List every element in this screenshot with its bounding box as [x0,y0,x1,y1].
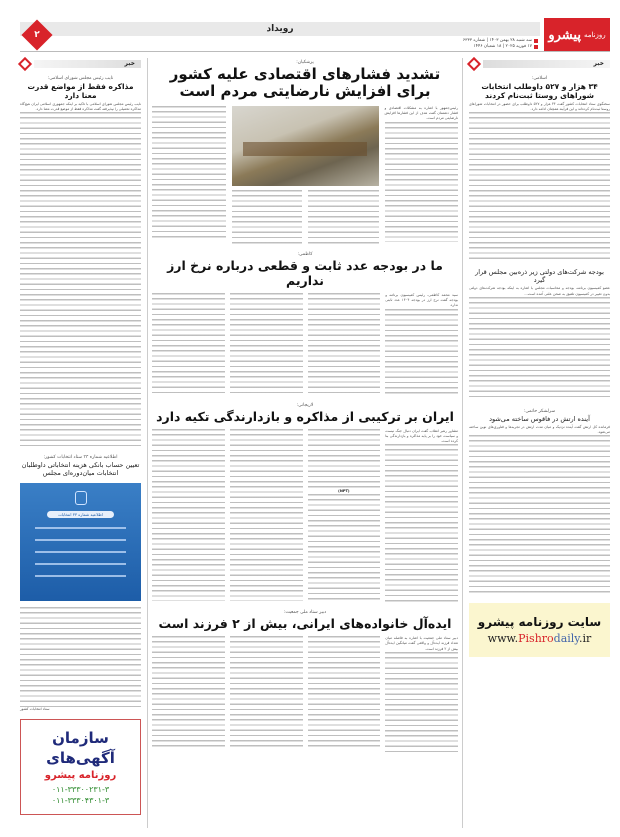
article-lead: رئیس‌جمهور با اشاره به مشکلات اقتصادی و فشار دشمنان گفت هدف از این فشارها افزایش نارضایتی مردم است. [384,106,458,121]
infographic-line [35,539,127,541]
article-body-text [385,309,458,397]
news-brief-budget[interactable] [469,268,610,400]
website-ad[interactable] [469,603,610,657]
article-headline[interactable]: ایده‌آل خانواده‌های ایرانی، بیش از ۲ فرزند است [158,616,452,632]
dateline [463,38,538,50]
article-headline[interactable]: تشدید فشارهای اقتصادی علیه کشور برای افزایش نارضایتی مردم است [169,65,441,100]
article-population[interactable] [152,610,458,752]
brief-body-text [469,435,610,595]
article-kazemi[interactable] [152,252,458,397]
brief-lead: نایب رئیس مجلس شورای اسلامی با تاکید بر اینکه جمهوری اسلامی ایران هیچ‌گاه مذاکره تحمیلی را نپذیرفته گفت مذاکره فقط از موضع قدرت معنا دارد. [20,102,141,112]
article-headline[interactable]: ایران بر ترکیبی از مذاکره و بازدارندگی تکیه دارد [156,408,454,424]
main-articles [152,58,458,828]
election-infographic [20,483,141,601]
news-tag-label: خبر [483,60,610,68]
masthead [20,18,610,52]
brief-kicker: اطلاعیه شماره ۳۳ ستاد انتخابات کشور: [43,455,118,461]
article-body-text [308,494,381,600]
article-body-text [308,293,381,393]
article-kicker: لاریجانی: [296,402,314,408]
page-number: ۲ [34,30,40,40]
section-title: رویداد [266,24,294,34]
brief-headline[interactable]: ۳۴ هزار و ۵۲۷ داوطلب انتخابات شوراهای روستا ثبت‌نام کردند [481,82,598,100]
article-kicker: دبیر ستاد ملی جمعیت: [283,610,327,616]
ad-phone[interactable]: ۰۱۱-۳۳۳۰۴۳۰۱-۳ [51,795,110,805]
brief-kicker: سرلشکر حاتمی: [523,408,556,414]
article-body-text [308,636,381,748]
article-headline[interactable]: ما در بودجه عدد ثابت و قطعی درباره نرخ ارز نداریم [167,258,443,288]
infographic-label: اطلاعیه شماره ۳۳ انتخابات [47,511,115,518]
diamond-icon [18,57,32,71]
news-brief-election-notice[interactable] [20,455,141,712]
brief-headline[interactable]: مذاکره فقط از مواضع قدرت معنا دارد [27,82,134,100]
ad-phone[interactable]: ۰۱۱-۳۳۳۰۰۲۳۱-۳ [51,784,110,794]
article-lead: دبیر ستاد ملی جمعیت با اشاره به فاصله میان تعداد فرزند ایده‌آل و واقعی گفت میانگین ایده‌آل بیش از ۲ فرزند است. [385,636,458,651]
masthead-divider [20,51,610,52]
advertising-ad[interactable] [20,719,141,815]
npt-highlight: (NPT) [338,488,350,493]
article-body-text [230,636,303,748]
url-suffix: .ir [579,632,592,646]
brief-lead: عضو کمیسیون برنامه، بودجه و محاسبات مجلس با اشاره به اینکه بودجه شرکت‌های دولتی بدون تغییر در کمیسیون تلفیق به صحن علنی آمده است... [469,286,610,296]
news-tag-header [20,58,141,70]
article-body-text [308,429,381,489]
brief-kicker: نایب رئیس مجلس شورای اسلامی: [47,76,114,81]
brief-body-text [20,607,141,707]
brief-headline[interactable]: بودجه شرکت‌های دولتی زیر ذره‌بین مجلس قرار گیرد [475,268,604,285]
article-body-text [152,106,226,241]
diamond-icon [467,57,481,71]
brief-kicker: اسلامی: [531,76,548,81]
date-persian: سه شنبه ۲۸ بهمن ۱۴۰۳ | شماره ۶۳۳۳ [462,38,532,43]
ad-title: سازمان آگهی‌های [46,728,115,767]
newspaper-page [20,18,610,828]
article-kicker: کاظمی: [297,252,313,257]
article-body-text [152,429,225,601]
url-brand: Pishro [518,632,554,646]
article-body-text [230,429,303,601]
article-body-text [152,293,225,393]
emblem-icon [75,491,87,505]
brief-lead: فرمانده کل ارتش گفت آینده نزدیک و میان مدت ارتش در تجربه‌ها و فناوری‌های نوین ساخته می‌شود. [469,424,610,435]
article-body-text [230,293,303,393]
brief-headline[interactable]: تعیین حساب بانکی هزینه انتخاباتی داوطلبان انتخابات میان‌دوره‌ای مجلس [21,461,140,478]
bullet-square-icon [534,45,538,49]
article-body-text [385,652,458,752]
brief-footer: ستاد انتخابات کشور [20,707,50,712]
news-brief-army[interactable] [469,409,610,595]
brief-body-text [20,112,141,447]
news-brief-negotiation[interactable] [20,76,141,447]
section-band [20,22,540,36]
brief-headline[interactable]: آینده ارتش در فاقوس ساخته می‌شود [489,414,590,423]
article-kicker: پزشکیان: [296,60,314,65]
article-body-text [308,190,379,246]
article-lead: مشاور رهبر انقلاب گفت ایران دنبال جنگ نیست و سیاست خود را بر پایه مذاکره و بازدارندگی بنا کرده است. [385,428,458,444]
brief-body-text [469,112,610,260]
infographic-line [35,563,127,565]
url-mid: daily [553,632,580,646]
article-body-text [232,190,303,246]
page-number-badge [21,19,52,50]
logo-main-text: پیشرو [548,27,581,43]
right-news-column [462,58,610,828]
infographic-line [35,575,127,577]
news-tag-header [469,58,610,70]
website-ad-title: سایت روزنامه پیشرو [477,615,602,630]
article-body-text [385,444,458,604]
url-prefix: www. [487,632,519,646]
newspaper-logo[interactable] [544,18,610,52]
website-url[interactable] [473,631,606,647]
article-pezeshkian[interactable] [152,60,458,246]
news-brief-villages[interactable] [469,76,610,260]
cabinet-meeting-photo [232,106,379,186]
bullet-square-icon [534,39,538,43]
news-tag-label: خبر [34,60,141,68]
article-larijani[interactable] [152,403,458,605]
infographic-line [35,527,127,529]
date-gregorian: ۱۷ فوریه ۲۰۲۵ | ۱۸ شعبان ۱۴۴۶ [473,44,532,49]
logo-small-text: روزنامه [583,31,606,39]
article-body-text [385,122,459,242]
article-body-text [152,636,225,748]
infographic-line [35,551,127,553]
ad-subtitle: روزنامه پیشرو [44,769,117,781]
left-news-column [20,58,148,828]
article-lead: سید محمد کاظمی، رئیس کمیسیون برنامه و بودجه گفت نرخ ارز در بودجه ۱۴۰۴ عدد ثابتی ندارد. [385,293,458,308]
brief-body-text [469,297,610,401]
brief-lead: سخنگوی ستاد انتخابات کشور گفت ۳۴ هزار و ۵۲۷ داوطلب برای حضور در انتخابات شوراهای روستا ثبت‌نام کرده‌اند و این فرآیند همچنان ادامه دارد. [469,102,610,112]
